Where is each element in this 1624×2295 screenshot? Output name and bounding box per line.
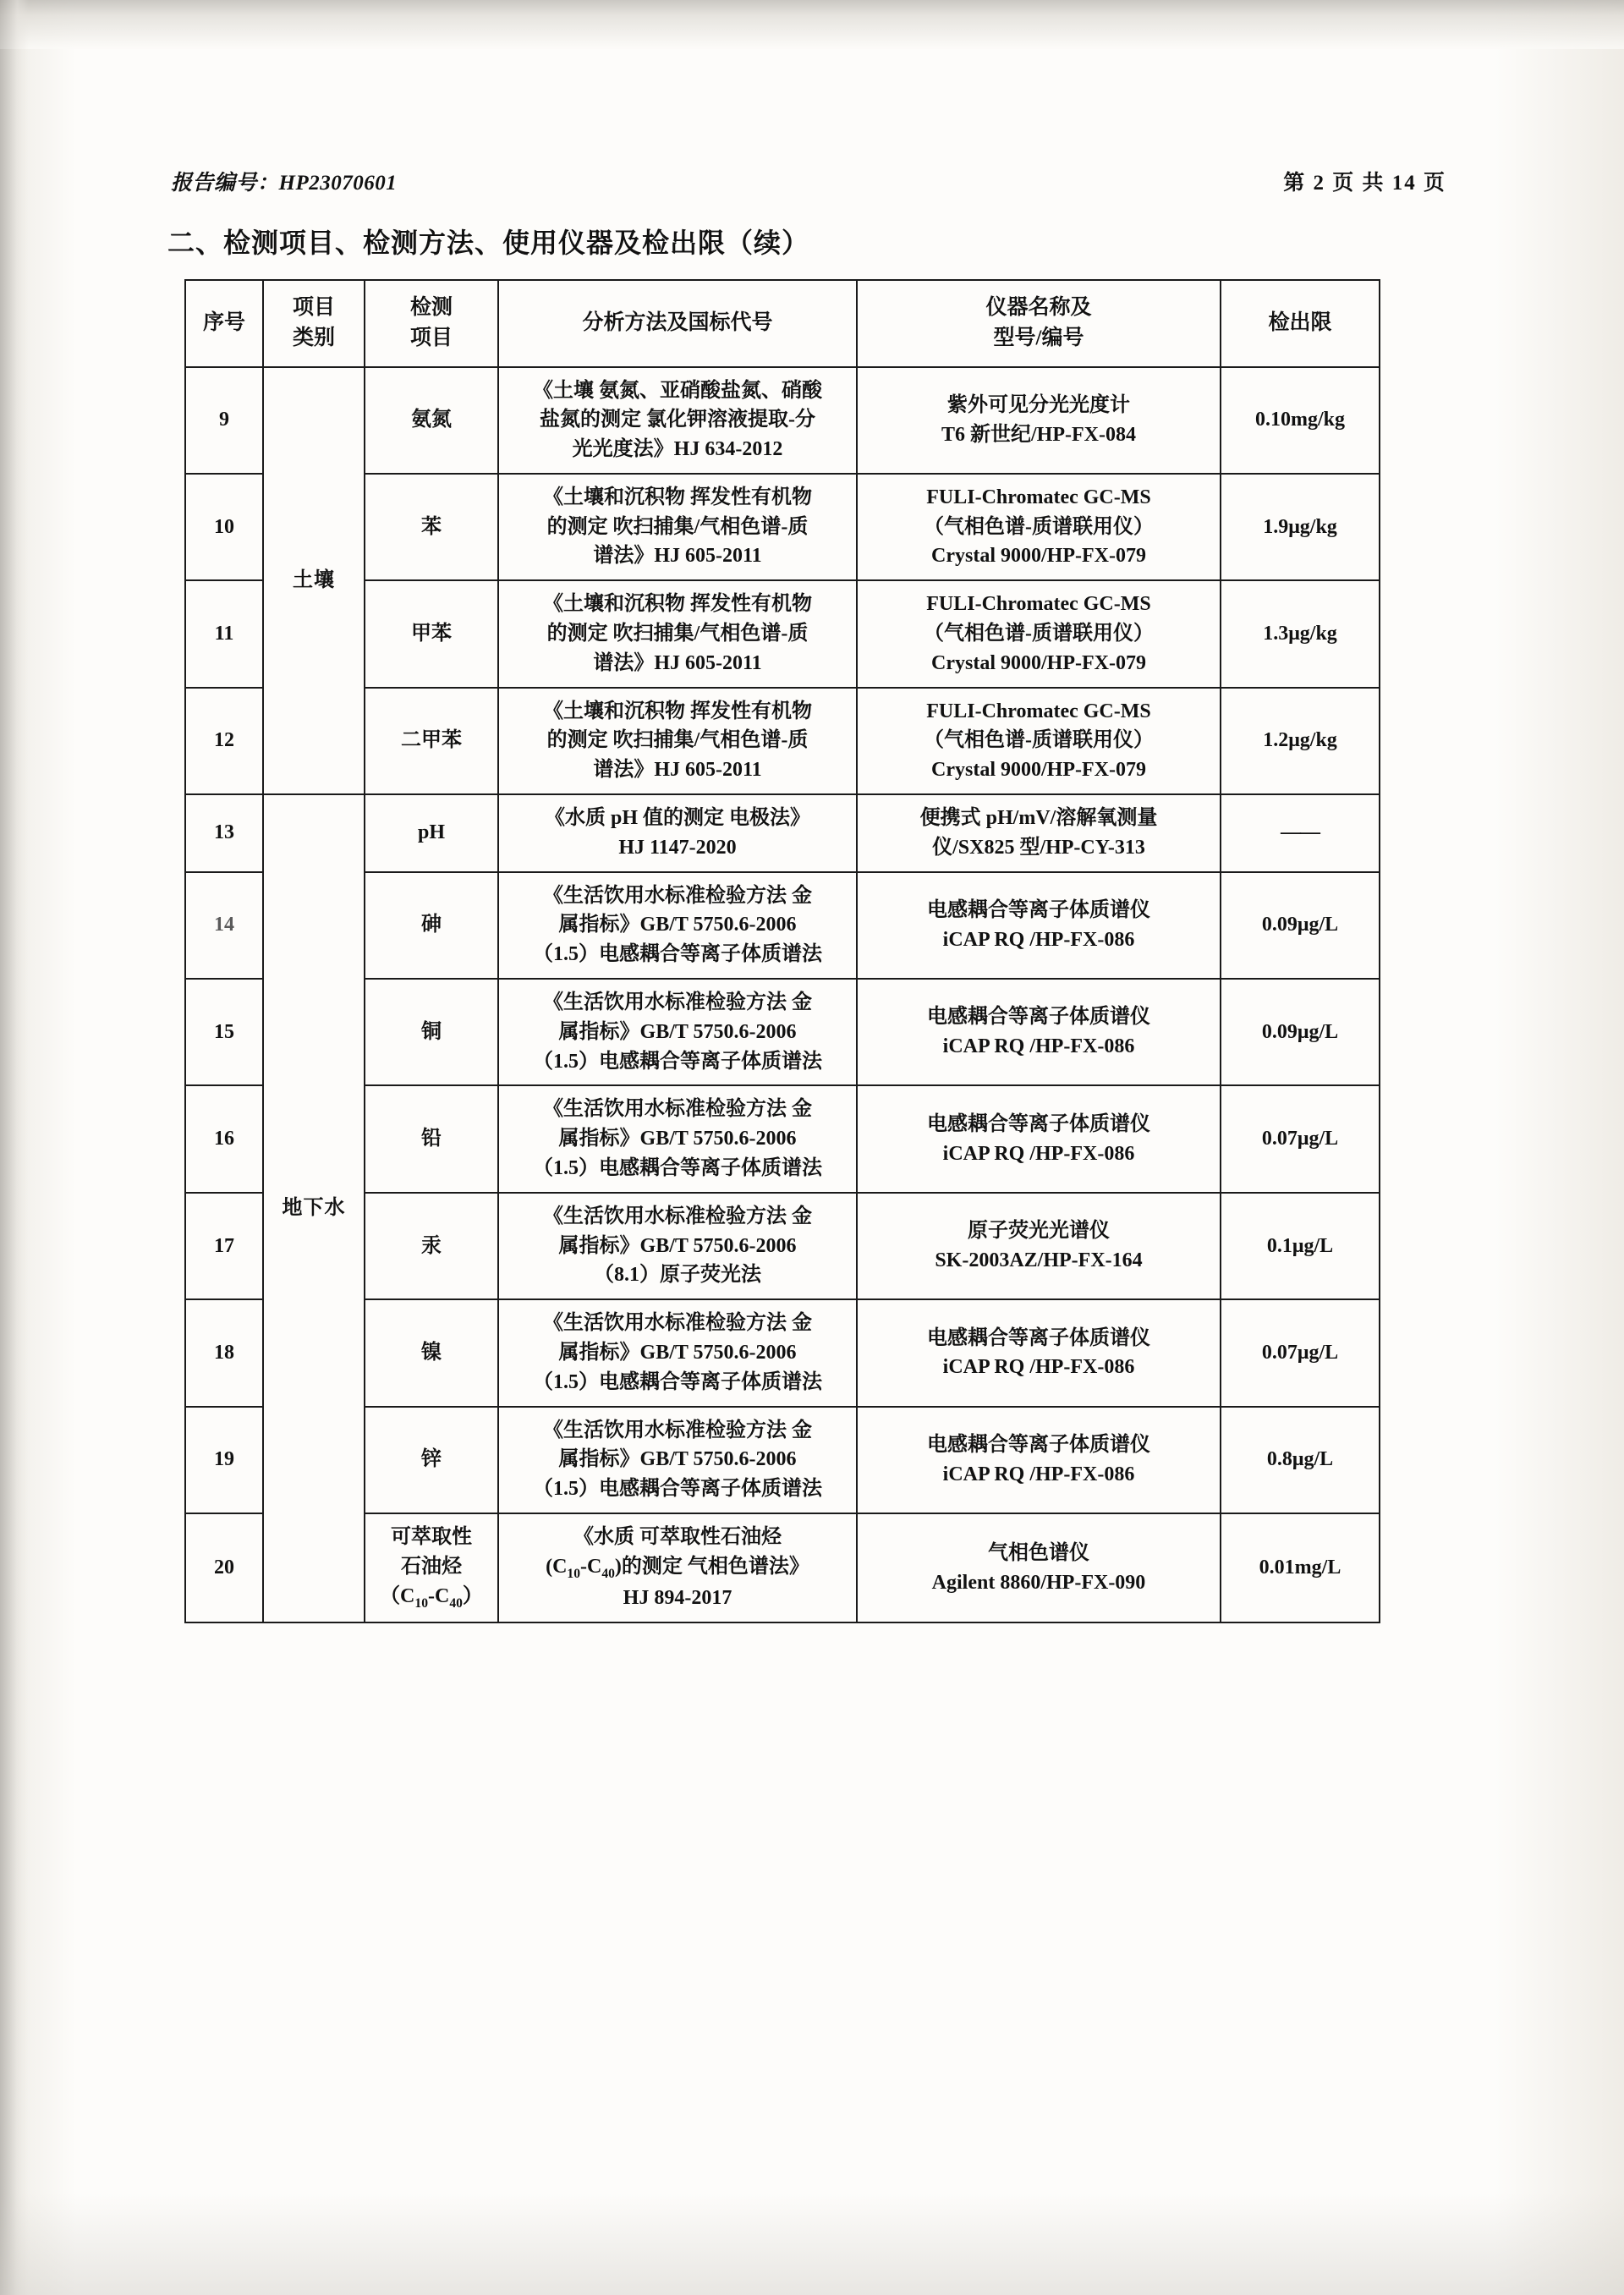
instrument-line: Crystal 9000/HP-FX-079 — [931, 545, 1146, 568]
page-header — [166, 166, 1458, 196]
item-line: 可萃取性 — [391, 1526, 472, 1548]
cell-method — [498, 688, 857, 794]
cell-no: 16 — [185, 1085, 263, 1192]
cell-no: 9 — [185, 367, 263, 474]
method-line: 《土壤 氨氮、亚硝酸盐氮、硝酸 — [533, 379, 822, 402]
instrument-line: 仪/SX825 型/HP-CY-313 — [932, 836, 1145, 859]
method-line: 谱法》HJ 605-2011 — [593, 651, 762, 674]
method-line: 属指标》GB/T 5750.6-2006 — [558, 1342, 797, 1364]
method-line: 属指标》GB/T 5750.6-2006 — [558, 1020, 797, 1043]
report-number — [171, 166, 397, 196]
cell-limit: 0.1μg/L — [1221, 1193, 1380, 1299]
cell-limit: 1.2μg/kg — [1221, 688, 1380, 794]
method-line: （1.5）电感耦合等离子体质谱法 — [533, 943, 822, 966]
instrument-line: T6 新世纪/HP-FX-084 — [941, 423, 1136, 446]
instrument-line: SK-2003AZ/HP-FX-164 — [935, 1249, 1143, 1272]
cell-limit: 1.3μg/kg — [1221, 580, 1380, 687]
instrument-line: iCAP RQ /HP-FX-086 — [942, 1035, 1135, 1058]
method-line: 谱法》HJ 605-2011 — [593, 759, 762, 782]
cell-instrument — [857, 1407, 1221, 1513]
instrument-line: iCAP RQ /HP-FX-086 — [942, 1463, 1135, 1485]
cell-instrument — [857, 474, 1221, 580]
cell-limit: 0.07μg/L — [1221, 1085, 1380, 1192]
cell-no: 13 — [185, 794, 263, 872]
instrument-line: FULI-Chromatec GC-MS — [926, 700, 1151, 722]
instrument-line: 便携式 pH/mV/溶解氧测量 — [919, 807, 1158, 830]
cell-instrument — [857, 688, 1221, 794]
cell-instrument — [857, 367, 1221, 474]
instrument-line: （气相色谱-质谱联用仪） — [924, 729, 1154, 752]
method-line: 属指标》GB/T 5750.6-2006 — [558, 1448, 797, 1471]
scan-edge-left — [0, 0, 29, 2295]
instrument-line: 原子荧光光谱仪 — [968, 1220, 1110, 1243]
table-row — [185, 474, 1380, 580]
cell-method — [498, 794, 857, 872]
cell-no: 20 — [185, 1513, 263, 1622]
cell-item: 二甲苯 — [365, 688, 498, 794]
instrument-line: Crystal 9000/HP-FX-079 — [931, 759, 1146, 782]
method-line: 属指标》GB/T 5750.6-2006 — [558, 914, 797, 936]
method-line: $(C_{10}-C_{40})$的测定 气相色谱法》 — [546, 1555, 809, 1581]
cell-method — [498, 1193, 857, 1299]
cell-limit: 0.09μg/L — [1221, 872, 1380, 979]
scan-edge-top — [0, 0, 1624, 49]
cell-limit: 0.10mg/kg — [1221, 367, 1380, 474]
cell-method — [498, 1085, 857, 1192]
method-line: HJ 1147-2020 — [618, 836, 737, 859]
cell-limit: 0.01mg/L — [1221, 1513, 1380, 1622]
col-header-category-line1: 项目 — [292, 296, 335, 319]
method-line: 《生活饮用水标准检验方法 金 — [543, 884, 812, 907]
cell-method — [498, 1299, 857, 1406]
instrument-line: FULI-Chromatec GC-MS — [926, 486, 1151, 508]
instrument-line: 电感耦合等离子体质谱仪 — [927, 899, 1150, 922]
table-row — [185, 367, 1380, 474]
method-line: 《生活饮用水标准检验方法 金 — [543, 1205, 812, 1227]
instrument-line: 电感耦合等离子体质谱仪 — [927, 1112, 1150, 1135]
cell-item: 砷 — [365, 872, 498, 979]
item-line: $(C_{10}-C_{40})$ — [380, 1584, 483, 1611]
cell-instrument — [857, 794, 1221, 872]
cell-instrument — [857, 872, 1221, 979]
cell-no: 10 — [185, 474, 263, 580]
method-line: 的测定 吹扫捕集/气相色谱-质 — [546, 515, 809, 538]
cell-no: 17 — [185, 1193, 263, 1299]
cell-item: 氨氮 — [365, 367, 498, 474]
table-row — [185, 1299, 1380, 1406]
method-line: 《生活饮用水标准检验方法 金 — [543, 1098, 812, 1121]
cell-category-soil: 土壤 — [263, 367, 365, 795]
col-header-instrument-line2: 型号/编号 — [993, 327, 1084, 350]
cell-category-groundwater: 地下水 — [263, 794, 365, 1622]
method-line: 《生活饮用水标准检验方法 金 — [543, 1312, 812, 1335]
cell-instrument — [857, 1193, 1221, 1299]
method-line: （1.5）电感耦合等离子体质谱法 — [533, 1157, 822, 1180]
cell-no: 18 — [185, 1299, 263, 1406]
cell-item: 锌 — [365, 1407, 498, 1513]
cell-instrument — [857, 1085, 1221, 1192]
cell-instrument — [857, 1299, 1221, 1406]
instrument-line: 电感耦合等离子体质谱仪 — [927, 1326, 1150, 1349]
table-row — [185, 1085, 1380, 1192]
method-line: 的测定 吹扫捕集/气相色谱-质 — [546, 729, 809, 752]
col-header-no: 序号 — [185, 280, 263, 367]
cell-method — [498, 872, 857, 979]
method-line: 盐氮的测定 氯化钾溶液提取-分 — [540, 409, 815, 431]
method-line: （1.5）电感耦合等离子体质谱法 — [533, 1050, 822, 1073]
col-header-category — [263, 280, 365, 367]
cell-item: 汞 — [365, 1193, 498, 1299]
cell-no: 11 — [185, 580, 263, 687]
cell-method — [498, 1513, 857, 1622]
cell-limit: 0.8μg/L — [1221, 1407, 1380, 1513]
cell-item: 铅 — [365, 1085, 498, 1192]
method-line: 《生活饮用水标准检验方法 金 — [543, 1419, 812, 1441]
method-line: 谱法》HJ 605-2011 — [593, 545, 762, 568]
table-header-row — [185, 280, 1380, 367]
method-line: （1.5）电感耦合等离子体质谱法 — [533, 1478, 822, 1501]
cell-item: 苯 — [365, 474, 498, 580]
cell-no: 12 — [185, 688, 263, 794]
method-line: 《土壤和沉积物 挥发性有机物 — [543, 593, 812, 616]
method-line: 《水质 可萃取性石油烃 — [573, 1526, 782, 1548]
table-row — [185, 1513, 1380, 1622]
method-line: 《土壤和沉积物 挥发性有机物 — [543, 486, 812, 508]
col-header-instrument-line1: 仪器名称及 — [985, 296, 1092, 319]
report-number-label: 报告编号： — [171, 172, 279, 195]
col-header-item-line2: 项目 — [409, 327, 453, 350]
col-header-limit: 检出限 — [1221, 280, 1380, 367]
cell-no: 19 — [185, 1407, 263, 1513]
cell-item: pH — [365, 794, 498, 872]
cell-no: 15 — [185, 979, 263, 1085]
col-header-instrument — [857, 280, 1221, 367]
cell-no: 14 — [185, 872, 263, 979]
table-row — [185, 979, 1380, 1085]
table-row — [185, 580, 1380, 687]
cell-limit: 0.07μg/L — [1221, 1299, 1380, 1406]
report-number-value: HP23070601 — [278, 172, 398, 195]
col-header-method: 分析方法及国标代号 — [498, 280, 857, 367]
method-line: 《土壤和沉积物 挥发性有机物 — [543, 700, 812, 722]
section-title: 二、检测项目、检测方法、使用仪器及检出限（续） — [167, 228, 810, 258]
instrument-line: FULI-Chromatec GC-MS — [926, 593, 1151, 616]
table-row — [185, 794, 1380, 872]
page-indicator: 第 2 页 共 14 页 — [1283, 172, 1446, 195]
cell-method — [498, 580, 857, 687]
instrument-line: Agilent 8860/HP-FX-090 — [931, 1571, 1146, 1594]
item-line: 石油烃 — [401, 1555, 462, 1578]
cell-method — [498, 1407, 857, 1513]
col-header-item-line1: 检测 — [409, 296, 453, 319]
method-line: 的测定 吹扫捕集/气相色谱-质 — [546, 623, 809, 645]
instrument-line: Crystal 9000/HP-FX-079 — [931, 651, 1146, 674]
cell-item: 甲苯 — [365, 580, 498, 687]
cell-method — [498, 979, 857, 1085]
cell-instrument — [857, 580, 1221, 687]
cell-limit: 1.9μg/kg — [1221, 474, 1380, 580]
instrument-line: 电感耦合等离子体质谱仪 — [927, 1434, 1150, 1456]
cell-item: 铜 — [365, 979, 498, 1085]
cell-item: 镍 — [365, 1299, 498, 1406]
cell-instrument — [857, 1513, 1221, 1622]
method-line: （8.1）原子荧光法 — [594, 1264, 761, 1287]
cell-item — [365, 1513, 498, 1622]
instrument-line: （气相色谱-质谱联用仪） — [924, 515, 1154, 538]
instrument-line: iCAP RQ /HP-FX-086 — [942, 1356, 1135, 1379]
method-line: HJ 894-2017 — [623, 1587, 732, 1610]
page-content — [166, 166, 1458, 1623]
col-header-category-line2: 类别 — [292, 327, 335, 350]
instrument-line: 电感耦合等离子体质谱仪 — [927, 1006, 1150, 1029]
method-line: 《水质 pH 值的测定 电极法》 — [544, 807, 810, 830]
method-line: 属指标》GB/T 5750.6-2006 — [558, 1234, 797, 1257]
detection-methods-table — [184, 279, 1380, 1623]
instrument-line: iCAP RQ /HP-FX-086 — [942, 1142, 1135, 1165]
instrument-line: 紫外可见分光光度计 — [947, 393, 1130, 416]
col-header-item — [365, 280, 498, 367]
method-line: （1.5）电感耦合等离子体质谱法 — [533, 1370, 822, 1393]
cell-instrument — [857, 979, 1221, 1085]
cell-limit: 0.09μg/L — [1221, 979, 1380, 1085]
table-row — [185, 1193, 1380, 1299]
cell-method — [498, 474, 857, 580]
method-line: 光光度法》HJ 634-2012 — [572, 438, 783, 461]
table-row — [185, 688, 1380, 794]
cell-method — [498, 367, 857, 474]
instrument-line: iCAP RQ /HP-FX-086 — [942, 928, 1135, 951]
scan-edge-bottom — [0, 2193, 1624, 2295]
method-line: 《生活饮用水标准检验方法 金 — [543, 991, 812, 1014]
table-row — [185, 872, 1380, 979]
table-row — [185, 1407, 1380, 1513]
instrument-line: （气相色谱-质谱联用仪） — [924, 623, 1154, 645]
method-line: 属指标》GB/T 5750.6-2006 — [558, 1128, 797, 1150]
cell-limit: —— — [1221, 794, 1380, 872]
instrument-line: 气相色谱仪 — [988, 1541, 1089, 1564]
